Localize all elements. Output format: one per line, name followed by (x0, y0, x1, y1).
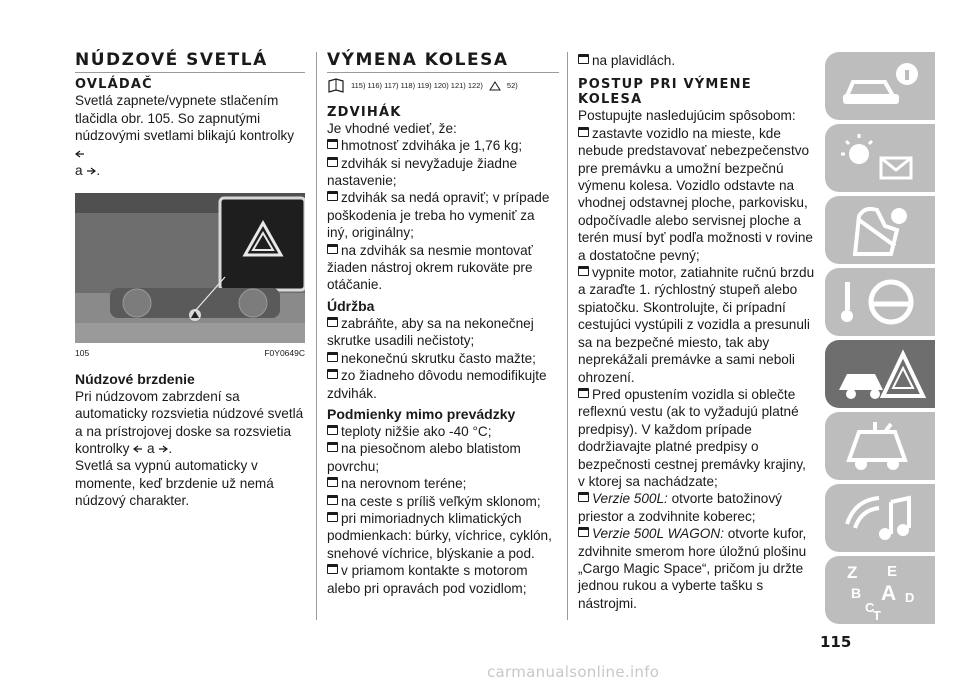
bullet-icon (327, 139, 338, 149)
list-item: zo žiadneho dôvodu nemodifikujte zdvihák. (327, 368, 547, 401)
service-wrench-icon (825, 412, 935, 480)
list-item: zdvihák sa nedá opraviť; v prípade poškodenia je treba ho vymeniť za iný, originálny; (327, 190, 550, 241)
tab-multimedia[interactable] (825, 484, 935, 552)
warning-lights-icon (825, 124, 935, 192)
book-warning-icon (327, 78, 345, 94)
index-letter: D (905, 590, 915, 605)
reference-last: 52) (506, 81, 518, 91)
bullet-icon (327, 495, 338, 505)
bullet-icon (578, 492, 589, 502)
subsection-title-jack: ZDVIHÁK (327, 104, 402, 120)
reference-list: 115) 116) 117) 118) 119) 120) 121) 122) (351, 81, 483, 91)
list-item: na piesočnom alebo blatistom povrchu; (327, 441, 521, 474)
subsection-title-control: OVLÁDAČ (75, 77, 153, 93)
index-letter: A (881, 582, 897, 605)
tab-safety[interactable] (825, 196, 935, 264)
watermark: carmanualsonline.info (487, 663, 660, 681)
figure-code: F0Y0649C (264, 348, 305, 359)
bullet-icon (327, 317, 338, 327)
bullet-icon (327, 425, 338, 435)
bullet-icon (327, 244, 338, 254)
figure-number: 105 (75, 348, 90, 359)
list-item: zdvihák si nevyžaduje žiadne nastavenie; (327, 155, 518, 189)
audio-music-icon (825, 484, 935, 552)
tab-emergency[interactable] (825, 340, 935, 408)
jack-intro: Je vhodné vedieť, že: (327, 120, 457, 136)
list-item: zabráňte, aby sa na nekonečnej skrutke usadili nečistoty; (327, 315, 534, 349)
list-item: na zdvihák sa nesmie montovať žiaden nástroj okrem rukoväte pre otáčanie. (327, 242, 533, 293)
section-title-hazard-lights: NÚDZOVÉ SVETLÁ (75, 52, 305, 73)
heading-emergency-braking: Núdzové brzdenie (75, 370, 195, 387)
column-divider (567, 52, 568, 620)
list-item: v priamom kontakte s motorom alebo pri opravách pod vozidlom; (327, 563, 528, 596)
column-3 (578, 52, 816, 612)
bullet-icon (327, 369, 338, 379)
list-item: Verzie 500L WAGON: otvorte kufor, zdvihnite smerom hore úložnú plošinu „Cargo Magic Space“, pričom ju držte jednou rukou a vyberte tašku s nástrojmi. (578, 526, 807, 611)
list-item: na ceste s príliš veľkým sklonom; (327, 493, 559, 510)
bullet-icon (327, 442, 338, 452)
bullet-icon (327, 191, 338, 201)
column-2 (327, 52, 559, 597)
breakdown-triangle-icon (825, 340, 935, 408)
heading-out-of-service-conditions: Podmienky mimo prevádzky (327, 405, 516, 422)
paragraph-emergency-braking: Pri núdzovom zabrzdení sa automaticky rozsvietia núdzové svetlá a na prístrojovej doske sa rozsvietia kontrolky a . (75, 388, 304, 457)
subsection-title-wheel-change-procedure: POSTUP PRI VÝMENE KOLESA (578, 77, 752, 108)
tab-maintenance[interactable] (825, 412, 935, 480)
index-letters-icon (825, 556, 935, 624)
bullet-icon (327, 564, 338, 574)
section-title-wheel-change: VÝMENA KOLESA (327, 52, 559, 73)
index-letter: C (865, 600, 875, 615)
seatbelt-icon (825, 196, 935, 264)
index-letter: Z (847, 563, 858, 582)
column-1 (75, 52, 305, 510)
list-item: na plavidlách. (578, 52, 816, 69)
index-letter: E (887, 563, 898, 580)
paragraph-control: Svetlá zapnete/vypnete stlačením tlačidla obr. 105. So zapnutými núdzovými svetlami blikajú kontrolky a . (75, 93, 295, 179)
paragraph-auto-off: Svetlá sa vypnú automaticky v momente, keď brzdenie už nemá núdzový charakter. (75, 458, 274, 509)
turn-signal-left-icon (133, 444, 143, 454)
bullet-icon (578, 266, 589, 276)
tab-warning-lights[interactable] (825, 124, 935, 192)
index-letter: T (873, 608, 881, 623)
caution-triangle-icon (489, 81, 501, 91)
list-item: zastavte vozidlo na mieste, kde nebude predstavovať nebezpečenstvo pre premávku a umožní bezpečnú výmenu kolesa. Vozidlo odstavte na vhodnej odstavnej ploche, parkovisku, odpočívadle alebo servisnej ploche a terén musí byť podľa možnosti v rovine a dostatočne pevný; (578, 125, 813, 263)
chapter-tabs-sidebar (825, 52, 935, 625)
index-letter: B (851, 585, 862, 601)
tab-info[interactable] (825, 52, 935, 120)
bullet-icon (327, 477, 338, 487)
heading-maintenance: Údržba (327, 297, 375, 314)
info-car-icon (825, 52, 935, 120)
list-item: na nerovnom teréne; (327, 475, 559, 492)
tab-index[interactable] (825, 556, 935, 624)
hazard-button-figure (75, 193, 305, 343)
bullet-icon (327, 157, 338, 167)
figure-caption (75, 345, 305, 362)
turn-signal-right-icon (158, 444, 168, 454)
turn-signal-right-icon (86, 166, 96, 176)
warning-references (327, 77, 559, 94)
bullet-icon (578, 54, 589, 64)
bullet-icon (327, 512, 338, 522)
list-item: pri mimoriadnych klimatických podmienkach: búrky, víchrice, cyklón, snehové víchrice, blýskanie a pod. (327, 510, 552, 561)
dashboard-illustration (75, 193, 305, 343)
list-item: Pred opustením vozidla si oblečte reflexnú vestu (ak to vyžadujú platné predpisy). V každom prípade dodržiavajte platné predpisy o bezpečnosti cestnej premávky krajiny, v ktorej sa nachádzate; (578, 386, 806, 489)
tab-starting-driving[interactable] (825, 268, 935, 336)
list-item: teploty nižšie ako -40 °C; (327, 423, 559, 440)
steering-icon (825, 268, 935, 336)
turn-signal-left-icon (75, 149, 85, 159)
bullet-icon (578, 388, 589, 398)
list-item: nekonečnú skrutku často mažte; (327, 350, 559, 367)
list-item: Verzie 500L: otvorte batožinový priestor a zodvihnite koberec; (578, 491, 782, 524)
column-divider (316, 52, 317, 620)
list-item: vypnite motor, zatiahnite ručnú brzdu a zaraďte 1. rýchlostný stupeň alebo spiatočku. Skontrolujte, či prípadní cestujúci vystúpili z vozidla a presunuli sa na bezpečné miesto, tak aby neprekážali premávke a sami neboli ohrození. (578, 265, 815, 385)
procedure-intro: Postupujte nasledujúcim spôsobom: (578, 108, 796, 124)
page-number: 115 (820, 633, 852, 651)
bullet-icon (578, 127, 589, 137)
bullet-icon (578, 527, 589, 537)
list-item: hmotnosť zdviháka je 1,76 kg; (327, 137, 559, 154)
bullet-icon (327, 352, 338, 362)
